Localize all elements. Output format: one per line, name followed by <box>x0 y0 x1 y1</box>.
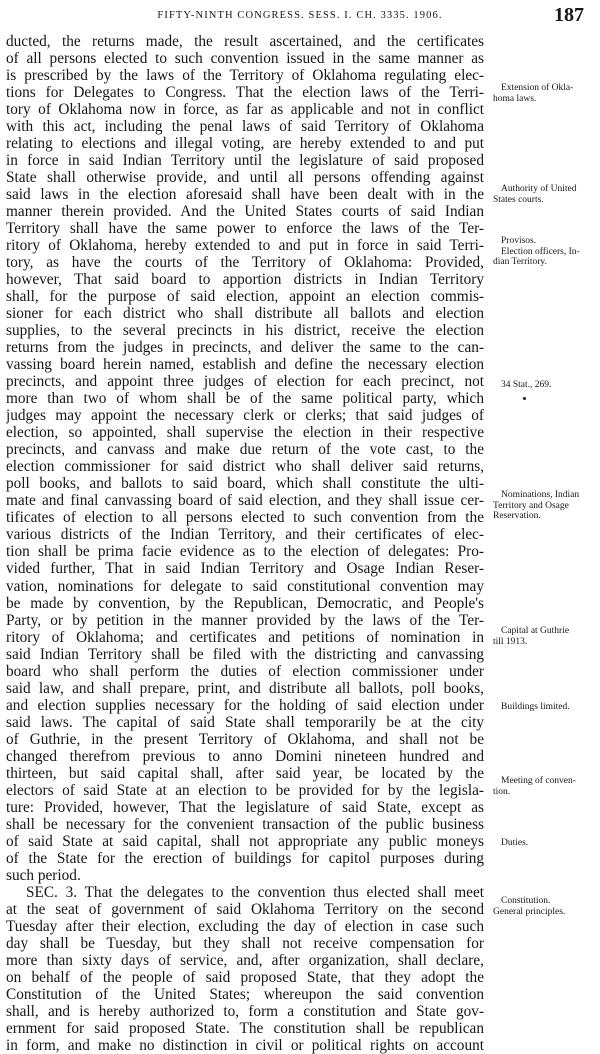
text-line: in force in said Indian Territory until the legislature of said proposed <box>6 152 484 170</box>
text-line: vation, nominations for delegate to said constitutional convention may <box>6 577 484 595</box>
text-line: at the seat of government of said Oklahoma Territory on the second <box>6 900 484 918</box>
text-line: however, That said board to apportion districts in Indian Territory <box>6 271 484 289</box>
margin-note-line: tion. <box>493 786 511 797</box>
margin-note-line: Capital at Guthrie <box>501 626 570 636</box>
text-line: Party, or by petition in the manner provided by the laws of the Ter- <box>6 611 484 629</box>
running-title: FIFTY-NINTH CONGRESS. SESS. I. CH. 3335. 1906. <box>157 10 443 21</box>
text-line: supplies, to the several precincts in his district, receive the election <box>6 322 484 340</box>
text-line: relating to elections and illegal voting, are hereby extended to and put <box>6 135 484 153</box>
margin-note-provisos <box>493 236 591 268</box>
text-line: vassing board herein named, establish and define the necessary election <box>6 356 484 374</box>
statute-text <box>6 33 484 1054</box>
text-line: shall, and is hereby authorized to, form a constitution and State gov- <box>6 1002 484 1020</box>
margin-note-line: Constitution. <box>501 896 551 906</box>
text-line: tion shall be prima facie evidence as to the election of delegates: Pro- <box>6 543 484 561</box>
text-line: sioner for each district who shall distribute all ballots and election <box>6 305 484 323</box>
text-line: State shall otherwise provide, and until all persons offending against <box>6 169 484 187</box>
text-line: tory of Oklahoma now in force, as far as applicable and not in conflict <box>6 101 484 119</box>
margin-note-nominations <box>493 490 591 522</box>
text-line: ritory of Oklahoma, hereby extended to and put in force in said Terri- <box>6 237 484 255</box>
text-line: returns from the judges in precincts, and deliver the same to the can- <box>6 339 484 357</box>
text-line: in form, and make no distinction in civil or political rights on account <box>6 1036 484 1054</box>
margin-note-line: Election officers, In- <box>501 246 580 257</box>
margin-note-extension <box>493 83 591 104</box>
margin-note-line: General principles. <box>493 906 566 917</box>
margin-note-line: Nominations, Indian <box>501 490 580 500</box>
text-line: with this act, including the penal laws of said Territory of Oklahoma <box>6 118 484 136</box>
text-line: tions for Delegates to Congress. That the election laws of the Terri- <box>6 84 484 102</box>
text-line: board who shall perform the duties of election commissioner under <box>6 662 484 680</box>
text-line: such period. <box>6 866 81 884</box>
text-line: shall be necessary for the convenient transaction of the public business <box>6 815 484 833</box>
margin-note-buildings <box>493 702 591 713</box>
text-line: more than two of whom shall be of the same political party, which <box>6 390 484 408</box>
margin-note-line: Provisos. <box>501 236 537 246</box>
text-line: tificates of election to all persons elected to such convention from the <box>6 509 484 527</box>
margin-note-duties <box>493 838 591 849</box>
text-line: thirteen, but said capital shall, after said year, be located by the <box>6 764 484 782</box>
text-line: Tuesday after their election, excluding the day of election in case such <box>6 917 484 935</box>
stray-mark <box>523 397 526 400</box>
margin-note-line: dian Territory. <box>493 257 547 267</box>
page-number: 187 <box>554 4 584 26</box>
text-line: electors of said State at an election to be provided for by the legisla- <box>6 781 484 799</box>
text-line: and election supplies necessary for the holding of said election under <box>6 696 484 714</box>
margin-note-line: 34 Stat., 269. <box>501 380 552 390</box>
text-line: of Guthrie, in the present Territory of Oklahoma, and shall not be <box>6 730 484 748</box>
text-line: ture: Provided, however, That the legislature of said State, except as <box>6 798 484 816</box>
text-line: election, so appointed, shall supervise the election in their respective <box>6 424 484 442</box>
text-line: ritory of Oklahoma; and certificates and petitions of nomination in <box>6 628 484 646</box>
text-line: election commissioner for said district who shall deliver said returns, <box>6 458 484 476</box>
text-line: ernment for said proposed State. The constitution shall be republican <box>6 1019 484 1037</box>
margin-note-line: Extension of Okla- <box>501 83 574 93</box>
page-header <box>0 4 600 28</box>
margin-note-stat-citation <box>493 380 591 391</box>
text-line: said Indian Territory shall be filed with the districting and canvassing <box>6 645 484 663</box>
text-line: precincts, and appoint three judges of election for each precinct, not <box>6 373 484 391</box>
margin-note-line: homa laws. <box>493 93 537 104</box>
margin-note-line: Territory and Osage <box>493 500 569 511</box>
text-line: mate and final canvassing board of said election, and they shall issue cer- <box>6 492 484 510</box>
text-line: poll books, and ballots to said board, which shall constitute the ulti- <box>6 475 484 493</box>
text-line: changed therefrom previous to anno Domini nineteen hundred and <box>6 747 484 765</box>
margin-note-line: Meeting of conven- <box>501 776 576 786</box>
text-line: vided further, That in said Indian Territory and Osage Indian Reser- <box>6 560 484 578</box>
text-line: of all persons elected to such convention issued in the same manner as <box>6 50 484 68</box>
margin-note-courts <box>493 184 591 205</box>
text-line: said laws in the election aforesaid shall have been dealt with in the <box>6 186 484 204</box>
text-line: more than sixty days of service, and, after organization, shall declare, <box>6 951 484 969</box>
margin-note-constitution <box>493 896 591 917</box>
text-line: said laws. The capital of said State shall temporarily be at the city <box>6 713 484 731</box>
text-line: precincts, and canvass and make due return of the vote cast, to the <box>6 441 484 459</box>
text-line: on behalf of the people of said proposed State, that they adopt the <box>6 968 484 986</box>
margin-note-line: States courts. <box>493 194 544 205</box>
text-line: of the State for the erection of buildings for capitol purposes during <box>6 849 484 867</box>
text-line: said law, and shall prepare, print, and distribute all ballots, poll books, <box>6 679 484 697</box>
text-line: judges may appoint the necessary clerk or clerks; that said judges of <box>6 407 484 425</box>
text-line: Constitution of the United States; whereupon the said convention <box>6 985 484 1003</box>
text-line: shall, for the purpose of said election, appoint an election commis- <box>6 288 484 306</box>
text-line: various districts of the Indian Territory, and their certificates of elec- <box>6 526 484 544</box>
margin-note-line: Reservation. <box>493 511 541 521</box>
text-line: of said State at said capital, shall not appropriate any public moneys <box>6 832 484 850</box>
text-line: be made by convention, by the Republican, Democratic, and People's <box>6 594 484 612</box>
margin-note-line: Authority of United <box>501 184 577 194</box>
text-line: day shall be Tuesday, but they shall not receive compensation for <box>6 934 484 952</box>
margin-note-capital <box>493 626 591 647</box>
section-3-start: SEC. 3. That the delegates to the convention thus elected shall meet <box>26 883 484 901</box>
margin-note-line: Buildings limited. <box>501 702 570 712</box>
text-line: tory, as have the courts of the Territory of Oklahoma: Provided, <box>6 254 484 272</box>
margin-note-line: Duties. <box>501 838 529 848</box>
margin-note-line: till 1913. <box>493 636 528 647</box>
text-line: is prescribed by the laws of the Territory of Oklahoma regulating elec- <box>6 67 484 85</box>
text-line: manner therein provided. And the United States courts of said Indian <box>6 203 484 221</box>
text-line: Territory shall have the same power to enforce the laws of the Ter- <box>6 220 484 238</box>
text-line: ducted, the returns made, the result ascertained, and the certificates <box>6 33 484 50</box>
margin-note-meeting <box>493 776 591 797</box>
